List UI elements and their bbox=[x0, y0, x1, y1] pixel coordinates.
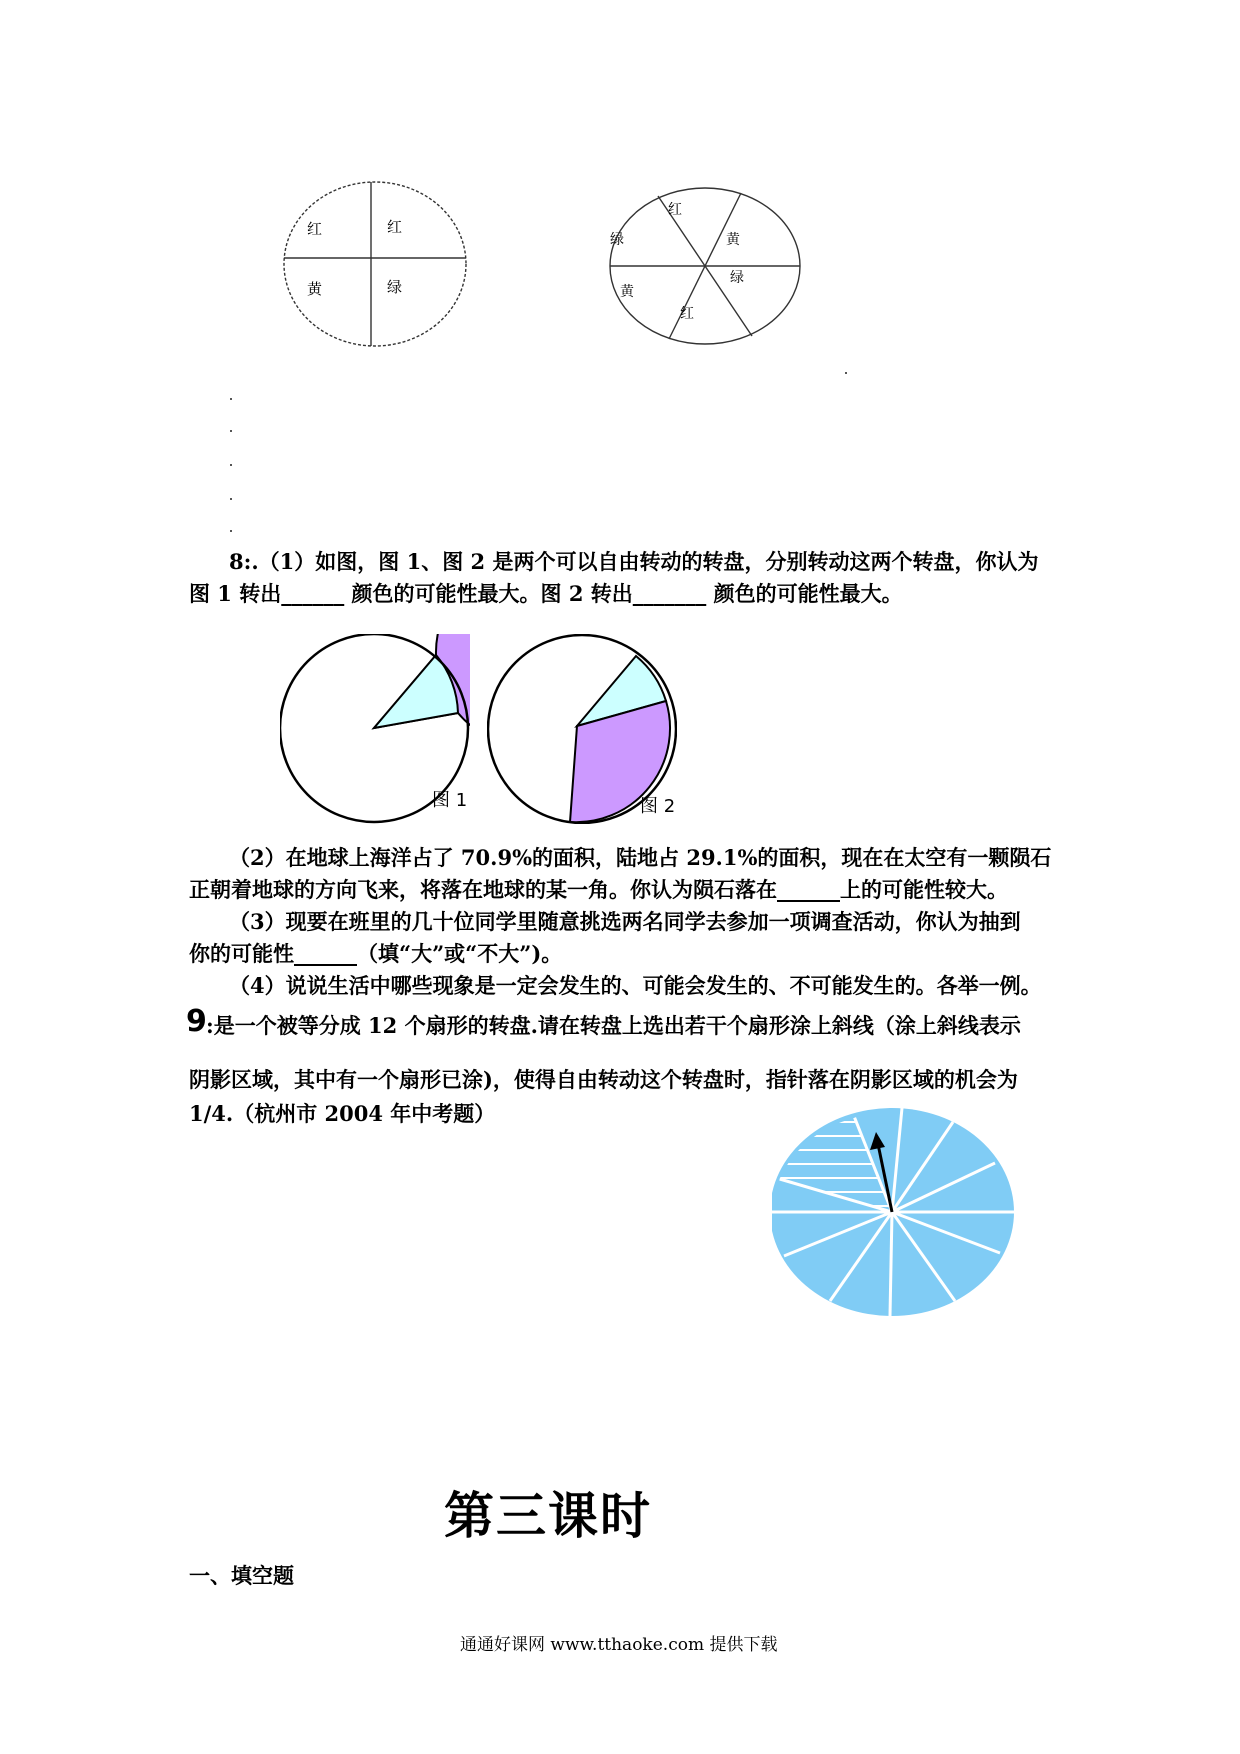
stray-dot bbox=[230, 430, 232, 432]
q8-line-1: 8:.（1）如图，图 1、图 2 是两个可以自由转动的转盘，分别转动这两个转盘，你认为 bbox=[229, 549, 1039, 574]
q8-line-2: 图 1 转出______ 颜色的可能性最大。图 2 转出_______ 颜色的可能性最大。 bbox=[189, 581, 903, 606]
footer-text: 通通好课网 www.tthaoke.com 提供下载 bbox=[460, 1635, 778, 1655]
spinner-six-sectors bbox=[600, 182, 810, 352]
spinner-twelve-sectors bbox=[772, 1106, 1022, 1318]
sector-label: 红 bbox=[307, 220, 323, 238]
sector-label: 绿 bbox=[730, 270, 744, 286]
sector-label: 红 bbox=[668, 202, 682, 218]
q9-line-1: :是一个被等分成 12 个扇形的转盘.请在转盘上选出若干个扇形涂上斜线（涂上斜线表示 bbox=[206, 1013, 1021, 1038]
q9-line-2: 阴影区域，其中有一个扇形已涂)，使得自由转动这个转盘时，指针落在阴影区域的机会为 bbox=[189, 1067, 1018, 1092]
sector-label: 红 bbox=[387, 218, 403, 236]
section-title: 第三课时 bbox=[444, 1487, 652, 1545]
stray-dot bbox=[230, 398, 232, 400]
q8-part3-line-1: （3）现要在班里的几十位同学里随意挑选两名同学去参加一项调查活动，你认为抽到 bbox=[229, 909, 1021, 934]
figure-2-caption: 图 2 bbox=[640, 796, 676, 817]
stray-dot bbox=[845, 372, 847, 374]
sector-label: 红 bbox=[680, 306, 694, 322]
section-heading: 一、填空题 bbox=[189, 1563, 294, 1588]
sector-label: 绿 bbox=[610, 232, 624, 248]
q8-part4-line-1: （4）说说生活中哪些现象是一定会发生的、可能会发生的、不可能发生的。各举一例。 bbox=[229, 973, 1042, 998]
sector-label: 黄 bbox=[307, 280, 323, 298]
q9-number: 9 bbox=[186, 1004, 207, 1039]
stray-dot bbox=[230, 530, 232, 532]
pointer-mark bbox=[366, 676, 370, 718]
stray-dot bbox=[230, 498, 232, 500]
stray-dot bbox=[230, 464, 232, 466]
spinner-four-sectors bbox=[275, 176, 475, 356]
q8-part2-line-1: （2）在地球上海洋占了 70.9%的面积，陆地占 29.1%的面积，现在在太空有一颗陨石 bbox=[229, 845, 1052, 870]
sector-label: 绿 bbox=[387, 278, 403, 296]
q9-line-3: 1/4.（杭州市 2004 年中考题） bbox=[189, 1101, 496, 1126]
sector-label: 黄 bbox=[726, 232, 740, 248]
figure-1-caption: 图 1 bbox=[432, 790, 468, 811]
q8-part3-line-2: 你的可能性______（填“大”或“不大”)。 bbox=[189, 941, 563, 966]
q8-part2-line-2: 正朝着地球的方向飞来，将落在地球的某一角。你认为陨石落在______上的可能性较大。 bbox=[189, 877, 1008, 902]
sector-label: 黄 bbox=[620, 284, 634, 300]
